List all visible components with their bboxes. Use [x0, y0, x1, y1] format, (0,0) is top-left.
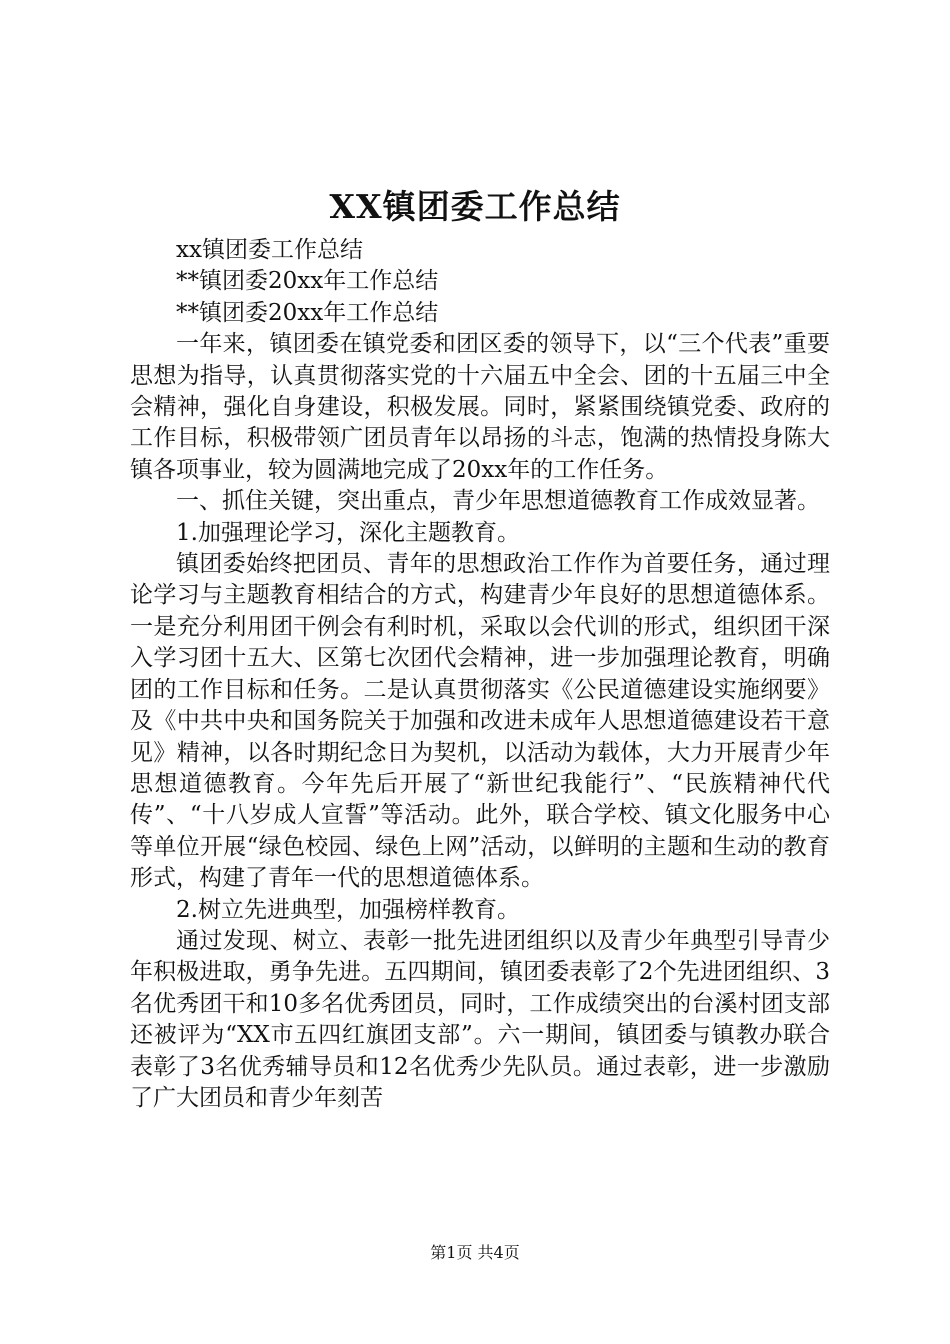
paragraph-theory-study: 镇团委始终把团员、青年的思想政治工作作为首要任务，通过理论学习与主题教育相结合的方式，构建青少年良好的思想道德体系。一是充分利用团干例会有利时机，采取以会代训的形式，组织团干深入学习团十五大、区第七次团代会精神，进一步加强理论教育，明确团的工作目标和任务。二是认真贯彻落实《公民道德建设实施纲要》及《中共中央和国务院关于加强和改进未成年人思想道德建设若干意见》精神，以各时期纪念日为契机，以活动为载体，大力开展青少年思想道德教育。今年先后开展了“新世纪我能行”、“民族精神代代传”、“十八岁成人宣誓”等活动。此外，联合学校、镇文化服务中心等单位开展“绿色校园、绿色上网”活动，以鲜明的主题和生动的教育形式，构建了青年一代的思想道德体系。 — [130, 551, 830, 892]
paragraph-heading-1: xx镇团委工作总结 — [176, 237, 363, 263]
document-body — [130, 235, 830, 1114]
subsection-heading-1: 1.加强理论学习，深化主题教育。 — [176, 519, 520, 546]
section-heading-1: 一、抓住关键，突出重点，青少年思想道德教育工作成效显著。 — [176, 488, 820, 515]
paragraph-heading-3: **镇团委20xx年工作总结 — [176, 299, 439, 326]
paragraph-intro: 一年来，镇团委在镇党委和团区委的领导下，以“三个代表”重要思想为指导，认真贯彻落实党的十六届五中全会、团的十五届三中全会精神，强化自身建设，积极发展。同时，紧紧围绕镇党委、政府的工作目标，积极带领广团员青年以昂扬的斗志，饱满的热情投身陈大镇各项事业，较为圆满地完成了20xx年的工作任务。 — [130, 331, 830, 483]
document-title: XX镇团委工作总结 — [329, 187, 621, 226]
page-footer: 第1页 共4页 — [430, 1243, 520, 1262]
paragraph-heading-2: **镇团委20xx年工作总结 — [176, 268, 439, 295]
paragraph-role-models: 通过发现、树立、表彰一批先进团组织以及青少年典型引导青少年积极进取，勇争先进。五四期间，镇团委表彰了2个先进团组织、3名优秀团干和10多名优秀团员，同时，工作成绩突出的台溪村团支部还被评为“XX市五四红旗团支部”。六一期间，镇团委与镇教办联合表彰了3名优秀辅导员和12名优秀少先队员。通过表彰，进一步激励了广大团员和青少年刻苦 — [130, 927, 830, 1111]
subsection-heading-2: 2.树立先进典型，加强榜样教育。 — [176, 896, 520, 923]
